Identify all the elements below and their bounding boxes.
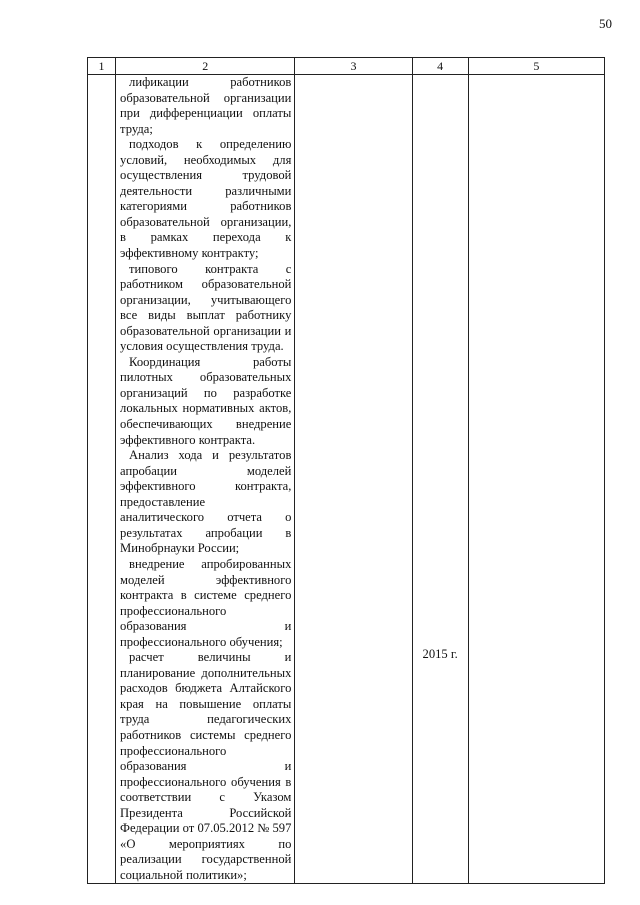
activity-paragraph: Анализ хода и результатов апробации моделей эффективного контракта, предоставление аналитического отчета о результатах апробации в Минобрнауки России; [120,448,292,556]
plan-table [87,57,605,884]
deadline-text: 2015 г. [422,647,458,661]
column-header-2: 2 [116,58,295,75]
activity-paragraph: лификации работников образовательной организации при дифференциации оплаты труда; [120,75,292,136]
column-header-5: 5 [468,58,604,75]
activity-paragraph: внедрение апробированных моделей эффективного контракта в системе среднего профессионального образования и профессионального обучения; [120,556,292,649]
activity-paragraph: подходов к определению условий, необходимых для осуществления трудовой деятельности различными категориями работников образовательной организации, в рамках перехода к эффективному контракту; [120,137,292,261]
activity-paragraph: типового контракта с работником образовательной организации, учитывающего все виды выплат работнику образовательной организации и условия осуществления труда. [120,261,292,354]
cell-column-5 [468,75,604,884]
activity-paragraph: Координация работы пилотных образовательных организаций по разработке локальных нормативных актов, обеспечивающих внедрение эффективного контракта. [120,354,292,447]
cell-number [88,75,116,884]
activity-paragraph: расчет величины и планирование дополнительных расходов бюджета Алтайского края на повышение оплаты труда педагогических работников системы среднего профессионального образования и профессионального обучения в соответствии с Указом Президента Российской Федерации от 07.05.2012 № 597 «О мероприятиях по реализации государственной социальной политики»; [120,650,292,882]
cell-activity [116,75,295,884]
table-header-row [88,58,605,75]
column-header-3: 3 [295,58,412,75]
page-number: 50 [599,16,612,31]
cell-column-3 [295,75,412,884]
column-header-4: 4 [412,58,468,75]
column-header-1: 1 [88,58,116,75]
cell-deadline [412,75,468,884]
table-row [88,75,605,884]
